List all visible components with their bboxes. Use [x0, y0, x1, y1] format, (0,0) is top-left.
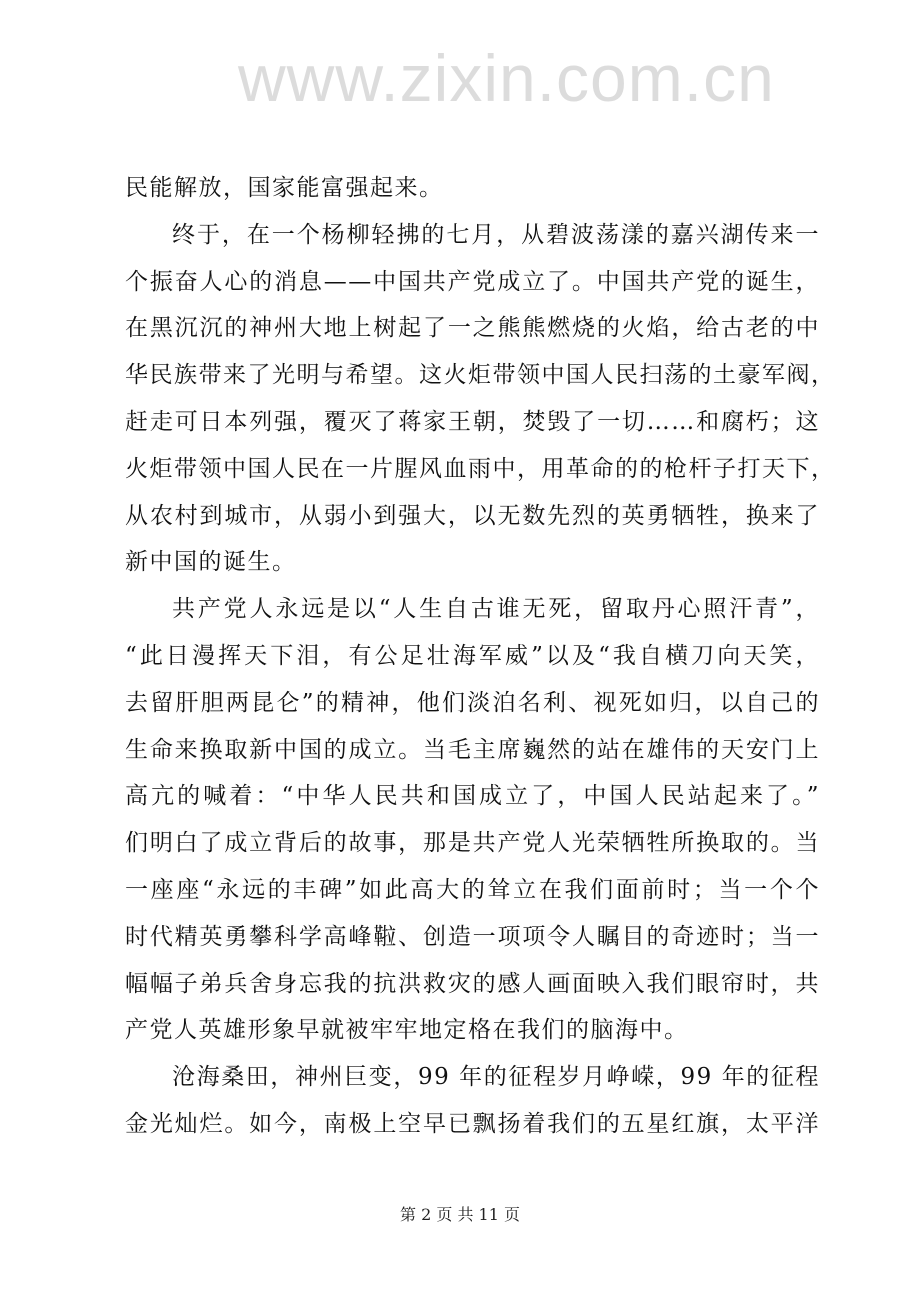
text-line: 金光灿烂。如今，南极上空早已飘扬着我们的五星红旗，太平洋	[125, 1111, 820, 1137]
text-line: 产党人英雄形象早就被牢牢地定格在我们的脑海中。	[125, 1017, 689, 1044]
text-line: 生命来换取新中国的成立。当毛主席巍然的站在雄伟的天安门上	[125, 736, 820, 763]
text-line: 从农村到城市，从弱小到强大，以无数先烈的英勇牺牲，换来了	[125, 502, 820, 529]
text-line: 幅幅子弟兵舍身忘我的抗洪救灾的感人画面映入我们眼帘时，共	[125, 970, 820, 997]
text-line: 去留肝胆两昆仑”的精神，他们淡泊名利、视死如归，以自己的	[125, 689, 820, 716]
text-line: 终于，在一个杨柳轻拂的七月，从碧波荡漾的嘉兴湖传来一	[172, 221, 820, 248]
text-line: 个振奋人心的消息——中国共产党成立了。中国共产党的诞生，	[125, 268, 820, 295]
text-line: 一座座“永远的丰碑”如此高大的耸立在我们面前时；当一个个	[125, 877, 820, 903]
text-line: “此日漫挥天下泪，有公足壮海军威”以及“我自横刀向天笑，	[125, 643, 820, 669]
text-line: 民能解放，国家能富强起来。	[125, 175, 444, 201]
text-line: 共产党人永远是以“人生自古谁无死，留取丹心照汗青”，	[172, 596, 820, 623]
text-line: 新中国的诞生。	[125, 549, 297, 576]
text-line: 沧海桑田，神州巨变，99 年的征程岁月峥嵘，99 年的征程	[172, 1064, 820, 1091]
page-footer: 第 2 页 共 11 页	[400, 1205, 520, 1224]
text-line: 时代精英勇攀科学高峰鞡、创造一项项令人瞩目的奇迹时；当一	[125, 923, 820, 950]
watermark: www.zixin.com.cn	[238, 41, 775, 115]
text-line: 赶走可日本列强，覆灭了蒋家王朝，焚毁了一切……和腐朽；这	[125, 409, 820, 435]
text-line: 高亢的喊着：“中华人民共和国成立了，中国人民站起来了。”	[125, 783, 820, 810]
text-line: 们明白了成立背后的故事，那是共产党人光荣牺牲所换取的。当	[125, 830, 820, 857]
text-line: 在黑沉沉的神州大地上树起了一之熊熊燃烧的火焰，给古老的中	[125, 315, 820, 342]
text-line: 火炬带领中国人民在一片腥风血雨中，用革命的的枪杆子打天下，	[125, 455, 836, 482]
text-line: 华民族带来了光明与希望。这火炬带领中国人民扫荡的土豪军阀，	[125, 362, 836, 389]
